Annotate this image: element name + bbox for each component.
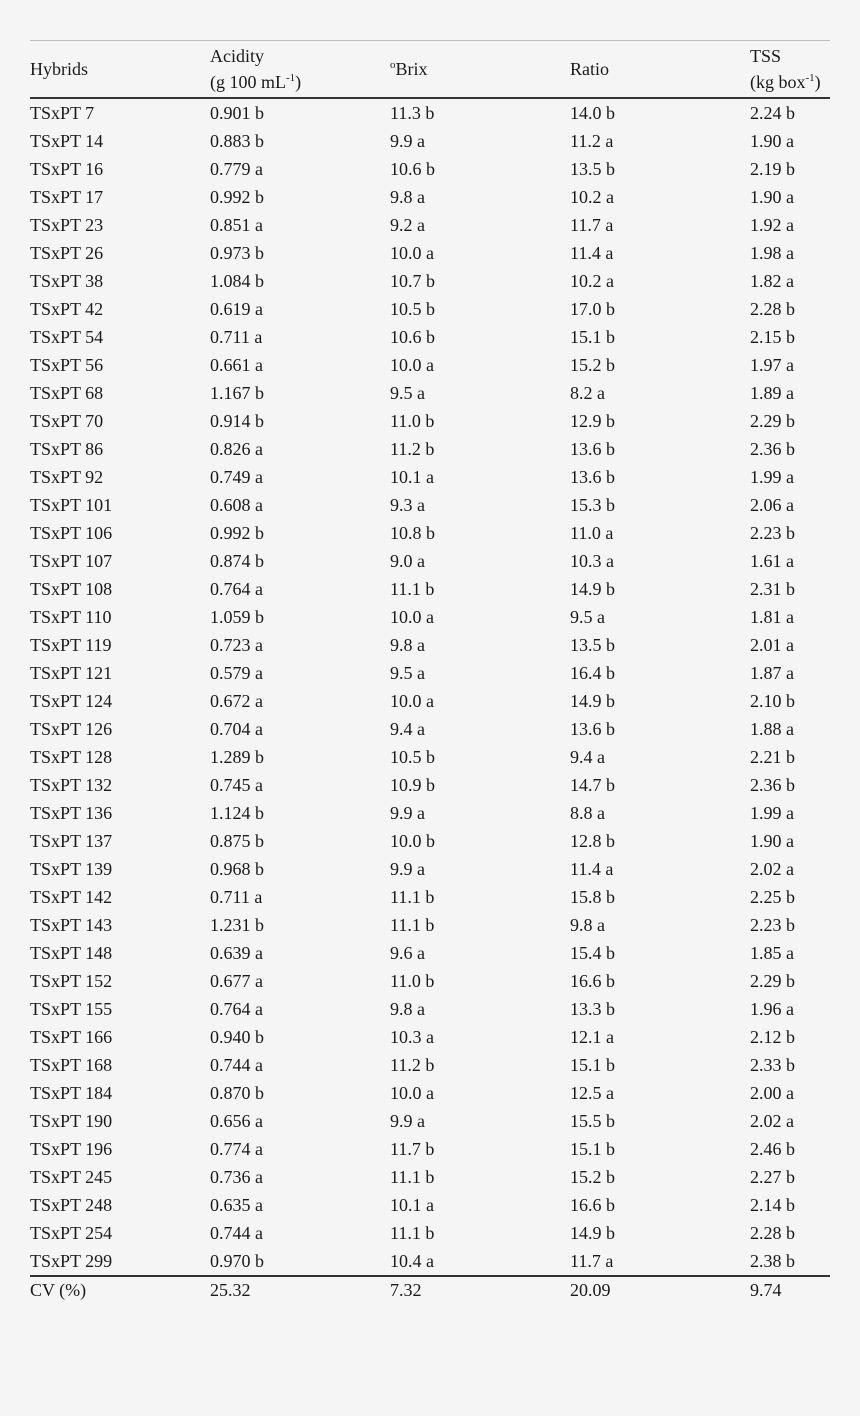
- header-ratio: Ratio: [570, 59, 609, 79]
- tss-cell: 1.81 a: [750, 607, 794, 627]
- ratio-cell: 11.7 a: [570, 1251, 614, 1271]
- tss-cell: 1.89 a: [750, 383, 794, 403]
- tss-cell: 1.99 a: [750, 803, 794, 823]
- acidity-cell: 0.745 a: [210, 775, 263, 795]
- ratio-cell: 10.2 a: [570, 271, 614, 291]
- hybrid-cell: TSxPT 7: [30, 103, 95, 123]
- table-row: [30, 939, 830, 967]
- data-table-container: [30, 40, 830, 1303]
- hybrid-cell: TSxPT 68: [30, 383, 104, 403]
- acidity-cell: 0.774 a: [210, 1139, 263, 1159]
- acidity-cell: 1.059 b: [210, 607, 264, 627]
- table-row: [30, 183, 830, 211]
- table-row: [30, 883, 830, 911]
- table-row: [30, 211, 830, 239]
- table-row: [30, 1219, 830, 1247]
- brix-cell: 11.0 b: [390, 411, 435, 431]
- tss-cell: 1.92 a: [750, 215, 794, 235]
- brix-cell: 9.0 a: [390, 551, 425, 571]
- acidity-cell: 0.973 b: [210, 243, 264, 263]
- tss-cell: 1.99 a: [750, 467, 794, 487]
- acidity-cell: 0.579 a: [210, 663, 263, 683]
- brix-cell: 9.8 a: [390, 187, 425, 207]
- hybrid-cell: TSxPT 86: [30, 439, 104, 459]
- ratio-cell: 13.3 b: [570, 999, 615, 1019]
- hybrid-cell: TSxPT 121: [30, 663, 113, 683]
- table-row: [30, 1051, 830, 1079]
- tss-cell: 2.28 b: [750, 299, 795, 319]
- header-hybrids: Hybrids: [30, 59, 88, 79]
- brix-cell: 9.9 a: [390, 859, 425, 879]
- brix-cell: 11.1 b: [390, 887, 435, 907]
- table-row: [30, 239, 830, 267]
- tss-cell: 2.46 b: [750, 1139, 795, 1159]
- ratio-cell: 12.1 a: [570, 1027, 614, 1047]
- tss-cell: 2.31 b: [750, 579, 795, 599]
- hybrid-cell: TSxPT 17: [30, 187, 104, 207]
- table-row: [30, 967, 830, 995]
- acidity-cell: 0.970 b: [210, 1251, 264, 1271]
- ratio-cell: 15.1 b: [570, 1055, 615, 1075]
- tss-cell: 2.21 b: [750, 747, 795, 767]
- acidity-cell: 0.639 a: [210, 943, 263, 963]
- acidity-cell: 0.711 a: [210, 887, 263, 907]
- hybrid-cell: TSxPT 142: [30, 887, 113, 907]
- table-row: [30, 1023, 830, 1051]
- brix-cell: 11.0 b: [390, 971, 435, 991]
- acidity-cell: 0.736 a: [210, 1167, 263, 1187]
- tss-cell: 2.25 b: [750, 887, 795, 907]
- hybrid-cell: TSxPT 106: [30, 523, 113, 543]
- acidity-cell: 0.764 a: [210, 579, 263, 599]
- brix-cell: 10.0 a: [390, 691, 434, 711]
- tss-cell: 2.29 b: [750, 971, 795, 991]
- table-row: [30, 295, 830, 323]
- ratio-cell: 9.8 a: [570, 915, 605, 935]
- acidity-cell: 0.914 b: [210, 411, 264, 431]
- brix-cell: 11.3 b: [390, 103, 435, 123]
- acidity-cell: 0.968 b: [210, 859, 264, 879]
- tss-cell: 1.87 a: [750, 663, 794, 683]
- hybrid-cell: TSxPT 92: [30, 467, 104, 487]
- table-row: [30, 155, 830, 183]
- ratio-cell: 15.5 b: [570, 1111, 615, 1131]
- table-row: [30, 799, 830, 827]
- table-row: [30, 519, 830, 547]
- tss-cell: 1.90 a: [750, 187, 794, 207]
- tss-cell: 2.14 b: [750, 1195, 795, 1215]
- tss-cell: 1.61 a: [750, 551, 794, 571]
- tss-cell: 2.10 b: [750, 691, 795, 711]
- hybrid-cell: TSxPT 23: [30, 215, 104, 235]
- brix-cell: 10.7 b: [390, 271, 435, 291]
- acidity-cell: 0.744 a: [210, 1223, 263, 1243]
- acidity-cell: 0.723 a: [210, 635, 263, 655]
- acidity-cell: 0.826 a: [210, 439, 263, 459]
- hybrid-cell: TSxPT 196: [30, 1139, 113, 1159]
- header-row: [30, 41, 830, 99]
- hybrid-cell: TSxPT 299: [30, 1251, 113, 1271]
- ratio-cell: 12.5 a: [570, 1083, 614, 1103]
- tss-cell: 2.28 b: [750, 1223, 795, 1243]
- header-acidity: Acidity (g 100 $mL^{-1}$): [210, 46, 302, 92]
- table-row: [30, 435, 830, 463]
- acidity-cell: 0.744 a: [210, 1055, 263, 1075]
- table-row: [30, 407, 830, 435]
- table-row: [30, 547, 830, 575]
- table-row: [30, 715, 830, 743]
- brix-cell: 10.0 a: [390, 1083, 434, 1103]
- acidity-cell: 0.992 b: [210, 523, 264, 543]
- hybrid-cell: TSxPT 245: [30, 1167, 113, 1187]
- hybrid-cell: TSxPT 14: [30, 131, 104, 151]
- header-brix: $^o$Brix: [390, 59, 428, 79]
- brix-cell: 10.0 a: [390, 355, 434, 375]
- brix-cell: 11.1 b: [390, 1167, 435, 1187]
- acidity-cell: 0.901 b: [210, 103, 264, 123]
- table-row: [30, 771, 830, 799]
- table-row: [30, 855, 830, 883]
- ratio-cell: 14.0 b: [570, 103, 615, 123]
- table-row: [30, 1135, 830, 1163]
- acidity-cell: 0.874 b: [210, 551, 264, 571]
- brix-cell: 10.0 a: [390, 243, 434, 263]
- table-body: [30, 98, 830, 1276]
- ratio-cell: 10.2 a: [570, 187, 614, 207]
- table-row: [30, 463, 830, 491]
- hybrid-cell: TSxPT 148: [30, 943, 113, 963]
- table-row: [30, 127, 830, 155]
- hybrids-quality-table: [30, 40, 830, 1303]
- brix-cell: 10.5 b: [390, 747, 435, 767]
- hybrid-cell: TSxPT 126: [30, 719, 113, 739]
- table-row: [30, 575, 830, 603]
- ratio-cell: 16.4 b: [570, 663, 615, 683]
- tss-cell: 2.27 b: [750, 1167, 795, 1187]
- table-row: [30, 1163, 830, 1191]
- hybrid-cell: TSxPT 26: [30, 243, 104, 263]
- hybrid-cell: TSxPT 166: [30, 1027, 113, 1047]
- ratio-cell: 11.7 a: [570, 215, 614, 235]
- footer-label: CV (%): [30, 1280, 87, 1300]
- table-row: [30, 911, 830, 939]
- acidity-cell: 0.940 b: [210, 1027, 264, 1047]
- acidity-cell: 1.289 b: [210, 747, 264, 767]
- ratio-cell: 8.8 a: [570, 803, 605, 823]
- table-row: [30, 603, 830, 631]
- acidity-cell: 0.677 a: [210, 971, 263, 991]
- brix-cell: 10.6 b: [390, 159, 435, 179]
- tss-cell: 2.38 b: [750, 1251, 795, 1271]
- tss-cell: 2.23 b: [750, 523, 795, 543]
- brix-cell: 11.1 b: [390, 915, 435, 935]
- hybrid-cell: TSxPT 56: [30, 355, 104, 375]
- tss-cell: 1.90 a: [750, 831, 794, 851]
- tss-cell: 1.97 a: [750, 355, 794, 375]
- brix-cell: 11.1 b: [390, 1223, 435, 1243]
- ratio-cell: 12.8 b: [570, 831, 615, 851]
- tss-cell: 2.33 b: [750, 1055, 795, 1075]
- tss-cell: 2.12 b: [750, 1027, 795, 1047]
- table-row: [30, 659, 830, 687]
- table-row: [30, 1191, 830, 1219]
- ratio-cell: 11.4 a: [570, 243, 614, 263]
- ratio-cell: 14.7 b: [570, 775, 615, 795]
- hybrid-cell: TSxPT 124: [30, 691, 113, 711]
- table-header: [30, 41, 830, 99]
- hybrid-cell: TSxPT 132: [30, 775, 113, 795]
- table-row: [30, 491, 830, 519]
- acidity-cell: 0.779 a: [210, 159, 263, 179]
- brix-cell: 9.6 a: [390, 943, 425, 963]
- brix-cell: 11.1 b: [390, 579, 435, 599]
- ratio-cell: 13.6 b: [570, 467, 615, 487]
- acidity-cell: 1.231 b: [210, 915, 264, 935]
- table-row: [30, 379, 830, 407]
- ratio-cell: 17.0 b: [570, 299, 615, 319]
- ratio-cell: 11.0 a: [570, 523, 614, 543]
- ratio-cell: 15.2 b: [570, 1167, 615, 1187]
- hybrid-cell: TSxPT 168: [30, 1055, 113, 1075]
- ratio-cell: 9.5 a: [570, 607, 605, 627]
- brix-cell: 9.9 a: [390, 803, 425, 823]
- brix-cell: 9.9 a: [390, 1111, 425, 1131]
- ratio-cell: 15.1 b: [570, 327, 615, 347]
- ratio-cell: 13.6 b: [570, 439, 615, 459]
- tss-cell: 1.88 a: [750, 719, 794, 739]
- tss-cell: 1.98 a: [750, 243, 794, 263]
- brix-cell: 9.8 a: [390, 999, 425, 1019]
- cv-row: [30, 1276, 830, 1303]
- ratio-cell: 16.6 b: [570, 1195, 615, 1215]
- hybrid-cell: TSxPT 152: [30, 971, 113, 991]
- hybrid-cell: TSxPT 101: [30, 495, 113, 515]
- header-tss: TSS (kg box$^{-1}$): [750, 46, 821, 92]
- ratio-cell: 15.3 b: [570, 495, 615, 515]
- brix-cell: 10.1 a: [390, 1195, 434, 1215]
- hybrid-cell: TSxPT 137: [30, 831, 113, 851]
- hybrid-cell: TSxPT 184: [30, 1083, 113, 1103]
- brix-cell: 11.2 b: [390, 439, 435, 459]
- acidity-cell: 0.672 a: [210, 691, 263, 711]
- hybrid-cell: TSxPT 107: [30, 551, 113, 571]
- acidity-cell: 1.124 b: [210, 803, 264, 823]
- brix-cell: 9.5 a: [390, 383, 425, 403]
- hybrid-cell: TSxPT 248: [30, 1195, 113, 1215]
- table-row: [30, 1079, 830, 1107]
- ratio-cell: 11.4 a: [570, 859, 614, 879]
- table-row: [30, 827, 830, 855]
- ratio-cell: 13.6 b: [570, 719, 615, 739]
- ratio-cell: 15.8 b: [570, 887, 615, 907]
- footer-acidity-cv: 25.32: [210, 1280, 251, 1300]
- hybrid-cell: TSxPT 38: [30, 271, 104, 291]
- tss-cell: 2.19 b: [750, 159, 795, 179]
- acidity-cell: 0.875 b: [210, 831, 264, 851]
- hybrid-cell: TSxPT 139: [30, 859, 113, 879]
- ratio-cell: 14.9 b: [570, 691, 615, 711]
- tss-cell: 1.82 a: [750, 271, 794, 291]
- acidity-cell: 0.635 a: [210, 1195, 263, 1215]
- brix-cell: 10.4 a: [390, 1251, 434, 1271]
- tss-cell: 2.02 a: [750, 1111, 794, 1131]
- table-row: [30, 1107, 830, 1135]
- tss-cell: 1.90 a: [750, 131, 794, 151]
- brix-cell: 10.0 b: [390, 831, 435, 851]
- table-row: [30, 323, 830, 351]
- ratio-cell: 15.2 b: [570, 355, 615, 375]
- hybrid-cell: TSxPT 54: [30, 327, 104, 347]
- table-row: [30, 631, 830, 659]
- table-row: [30, 995, 830, 1023]
- acidity-cell: 0.851 a: [210, 215, 263, 235]
- table-footer: [30, 1276, 830, 1303]
- tss-cell: 2.15 b: [750, 327, 795, 347]
- brix-cell: 10.0 a: [390, 607, 434, 627]
- brix-cell: 10.8 b: [390, 523, 435, 543]
- brix-cell: 9.5 a: [390, 663, 425, 683]
- hybrid-cell: TSxPT 42: [30, 299, 104, 319]
- hybrid-cell: TSxPT 119: [30, 635, 112, 655]
- ratio-cell: 15.1 b: [570, 1139, 615, 1159]
- hybrid-cell: TSxPT 143: [30, 915, 113, 935]
- acidity-cell: 0.711 a: [210, 327, 263, 347]
- hybrid-cell: TSxPT 108: [30, 579, 113, 599]
- tss-cell: 2.29 b: [750, 411, 795, 431]
- ratio-cell: 16.6 b: [570, 971, 615, 991]
- brix-cell: 11.2 b: [390, 1055, 435, 1075]
- table-row: [30, 98, 830, 127]
- acidity-cell: 0.764 a: [210, 999, 263, 1019]
- brix-cell: 10.3 a: [390, 1027, 434, 1047]
- acidity-cell: 0.883 b: [210, 131, 264, 151]
- tss-cell: 2.06 a: [750, 495, 794, 515]
- footer-tss-cv: 9.74: [750, 1280, 782, 1300]
- hybrid-cell: TSxPT 110: [30, 607, 112, 627]
- ratio-cell: 15.4 b: [570, 943, 615, 963]
- brix-cell: 11.7 b: [390, 1139, 435, 1159]
- hybrid-cell: TSxPT 128: [30, 747, 113, 767]
- acidity-cell: 1.084 b: [210, 271, 264, 291]
- tss-cell: 2.36 b: [750, 775, 795, 795]
- hybrid-cell: TSxPT 16: [30, 159, 104, 179]
- acidity-cell: 0.661 a: [210, 355, 263, 375]
- hybrid-cell: TSxPT 70: [30, 411, 104, 431]
- acidity-cell: 0.619 a: [210, 299, 263, 319]
- ratio-cell: 11.2 a: [570, 131, 614, 151]
- ratio-cell: 14.9 b: [570, 579, 615, 599]
- ratio-cell: 13.5 b: [570, 159, 615, 179]
- footer-ratio-cv: 20.09: [570, 1280, 611, 1300]
- ratio-cell: 10.3 a: [570, 551, 614, 571]
- tss-cell: 2.02 a: [750, 859, 794, 879]
- tss-cell: 2.24 b: [750, 103, 795, 123]
- brix-cell: 9.3 a: [390, 495, 425, 515]
- ratio-cell: 14.9 b: [570, 1223, 615, 1243]
- table-row: [30, 351, 830, 379]
- brix-cell: 10.5 b: [390, 299, 435, 319]
- brix-cell: 10.9 b: [390, 775, 435, 795]
- acidity-cell: 0.870 b: [210, 1083, 264, 1103]
- brix-cell: 10.1 a: [390, 467, 434, 487]
- acidity-cell: 0.656 a: [210, 1111, 263, 1131]
- tss-cell: 2.23 b: [750, 915, 795, 935]
- hybrid-cell: TSxPT 155: [30, 999, 113, 1019]
- acidity-cell: 0.992 b: [210, 187, 264, 207]
- tss-cell: 2.36 b: [750, 439, 795, 459]
- acidity-cell: 0.704 a: [210, 719, 263, 739]
- tss-cell: 1.85 a: [750, 943, 794, 963]
- ratio-cell: 8.2 a: [570, 383, 605, 403]
- hybrid-cell: TSxPT 136: [30, 803, 113, 823]
- brix-cell: 9.8 a: [390, 635, 425, 655]
- tss-cell: 1.96 a: [750, 999, 794, 1019]
- brix-cell: 9.9 a: [390, 131, 425, 151]
- acidity-cell: 0.608 a: [210, 495, 263, 515]
- tss-cell: 2.00 a: [750, 1083, 794, 1103]
- brix-cell: 10.6 b: [390, 327, 435, 347]
- table-row: [30, 743, 830, 771]
- table-row: [30, 1247, 830, 1276]
- brix-cell: 9.2 a: [390, 215, 425, 235]
- footer-brix-cv: 7.32: [390, 1280, 422, 1300]
- ratio-cell: 12.9 b: [570, 411, 615, 431]
- tss-cell: 2.01 a: [750, 635, 794, 655]
- acidity-cell: 0.749 a: [210, 467, 263, 487]
- hybrid-cell: TSxPT 254: [30, 1223, 113, 1243]
- ratio-cell: 9.4 a: [570, 747, 605, 767]
- ratio-cell: 13.5 b: [570, 635, 615, 655]
- acidity-cell: 1.167 b: [210, 383, 264, 403]
- table-row: [30, 687, 830, 715]
- brix-cell: 9.4 a: [390, 719, 425, 739]
- table-row: [30, 267, 830, 295]
- hybrid-cell: TSxPT 190: [30, 1111, 113, 1131]
